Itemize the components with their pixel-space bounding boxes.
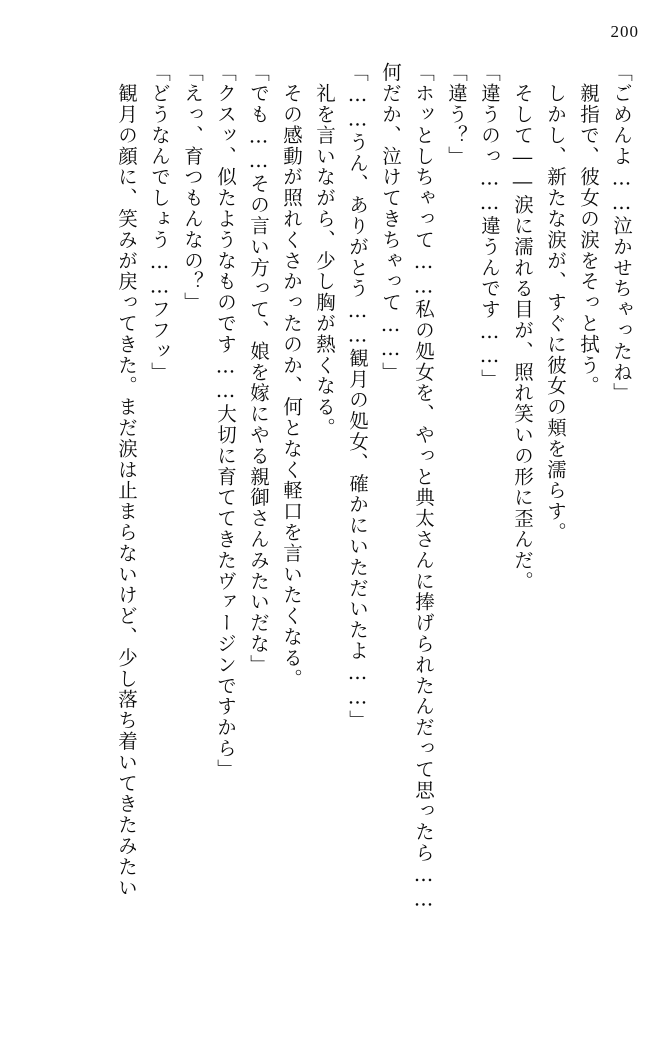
text-line: 「違う？」 [445, 62, 468, 167]
text-line: 「えっ、育つもんなの？」 [181, 62, 204, 313]
text-line: 親指で、彼女の涙をそっと拭う。 [577, 62, 600, 397]
text-line: 「……うん、ありがとう……観月の処女、確かにいただいたよ……」 [346, 62, 369, 731]
text-line: 観月の顔に、笑みが戻ってきた。まだ涙は止まらないけど、少し落ち着いてきたみたい [115, 62, 138, 898]
text-line: 「違うのっ……違うんです……」 [478, 62, 501, 390]
text-line: 礼を言いながら、少し胸が熱くなる。 [313, 62, 336, 439]
text-line: 「どうなんでしょう……フフッ」 [148, 62, 171, 383]
vertical-text-body [18, 62, 638, 1022]
text-line: 「ごめんよ……泣かせちゃったね」 [610, 62, 633, 404]
text-line: 「でも……その言い方って、娘を嫁にやる親御さんみたいだな」 [247, 62, 270, 676]
text-line: そして――涙に濡れる目が、照れ笑いの形に歪んだ。 [511, 62, 534, 592]
text-line: その感動が照れくさかったのか、何となく軽口を言いたくなる。 [280, 62, 303, 689]
page-number: 200 [610, 22, 639, 41]
text-line: 何だか、泣けてきちゃって……」 [379, 62, 402, 383]
text-line: しかし、新たな涙が、すぐに彼女の頬を濡らす。 [544, 62, 567, 543]
text-line: 「クスッ、似たようなものです……大切に育ててきたヴァージンですから」 [214, 62, 237, 780]
text-line: 「ホッとしちゃって……私の処女を、やっと典太さんに捧げられたんだって思ったら…… [412, 62, 435, 912]
